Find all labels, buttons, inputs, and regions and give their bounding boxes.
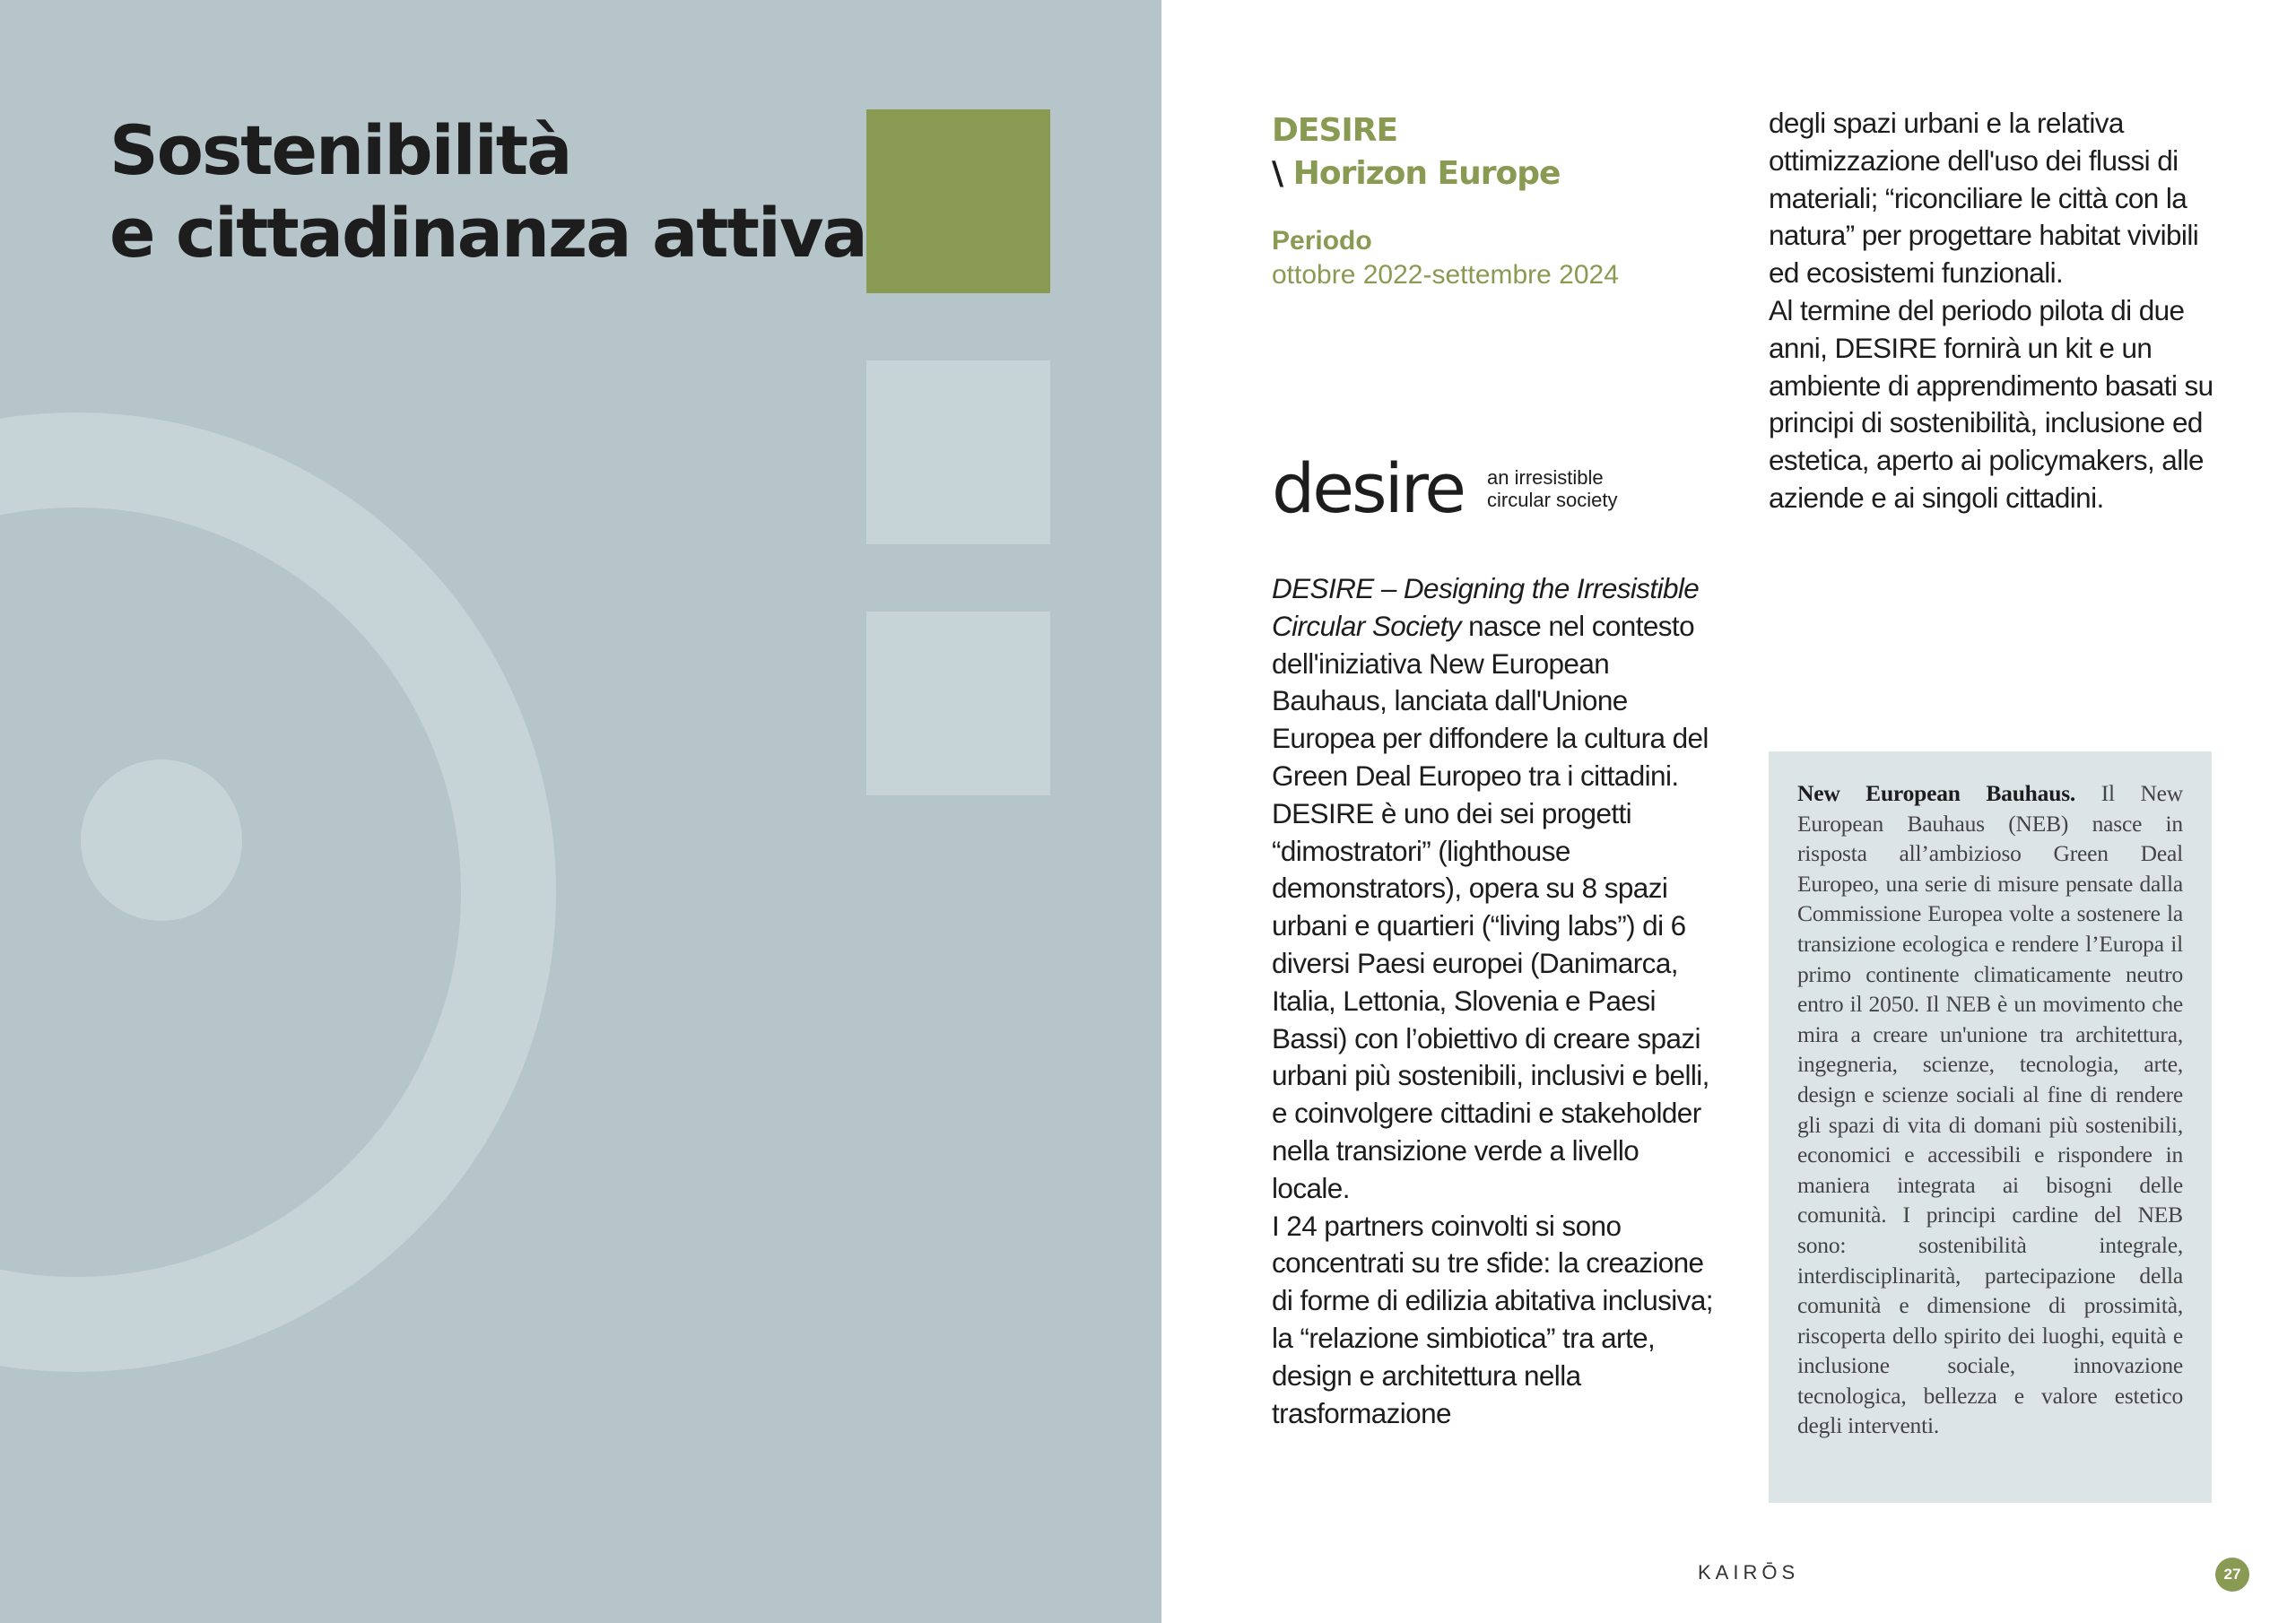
col2-paragraph-2: Al termine del periodo pilota di due anni, DESIRE fornirà un kit e un ambiente di apprendimento basati su principi di sostenibilità, inclusione ed estetica, aperto ai policymakers, alle aziende e ai singoli cittadini. <box>1769 293 2213 514</box>
project-name: DESIRE <box>1272 112 1398 149</box>
intro-italic: DESIRE – Designing the Irresistible Circular Society <box>1272 572 1700 642</box>
period-label: Periodo <box>1272 226 1372 256</box>
note-text <box>1797 778 2183 1441</box>
col2-paragraph-1: degli spazi urbani e la relativa ottimizzazione dell'uso dei flussi di materiali; “riconciliare le città con la natura” per progettare habitat vivibili ed ecosistemi funzionali. <box>1769 107 2199 290</box>
intro-rest: nasce nel contesto dell'iniziativa New European Bauhaus, lanciata dall'Unione Europea per diffondere la cultura del Green Deal Europeo tra i cittadini. <box>1272 609 1709 792</box>
title-line-1: Sostenibilità <box>109 110 571 190</box>
light-square-2 <box>866 612 1050 795</box>
green-square <box>866 109 1050 293</box>
period-value: ottobre 2022-settembre 2024 <box>1272 260 1619 290</box>
intro-paragraph <box>1272 570 1720 795</box>
logo-tagline <box>1487 466 1666 511</box>
project-header <box>1272 109 1720 292</box>
title-line-2: e cittadinanza attiva <box>109 193 866 273</box>
body-column-2 <box>1769 105 2217 517</box>
footer-brand: KAIRŌS <box>1698 1561 1800 1584</box>
neb-note-box <box>1769 751 2212 1503</box>
note-body: Il New European Bauhaus (NEB) nasce in risposta all’ambizioso Green Deal Europeo, una serie di misure pensate dalla Commissione Europea volte a sostenere la transizione ecologica e rendere l’Europa il primo continente climaticamente neutro entro il 2050. Il NEB è un movimento che mira a creare un'unione tra architettura, ingegneria, scienze, tecnologia, arte, design e scienze sociali al fine di rendere gli spazi di vita di domani più sostenibili, economici e accessibili e rispondere in maniera integrata ai bisogni delle comunità. I principi cardine del NEB sono: sostenibilità integrale, interdisciplinarità, partecipazione della comunità e dimensione di prossimità, riscoperta dello spirito dei luoghi, equità e inclusione sociale, innovazione tecnologica, bellezza e valore estetico degli interventi. <box>1797 780 2183 1439</box>
program-slash: \ <box>1272 155 1283 192</box>
program-name: Horizon Europe <box>1292 155 1561 192</box>
paragraph-3: I 24 partners coinvolti si sono concentrati su tre sfide: la creazione di forme di edilizia abitativa inclusiva; la “relazione simbiotica” tra arte, design e architettura nella trasformazione <box>1272 1209 1713 1429</box>
page-number: 27 <box>2215 1558 2249 1592</box>
page-title <box>109 109 866 274</box>
desire-logo <box>1272 448 1666 528</box>
logo-tagline-line-1: an irresistible <box>1487 466 1604 489</box>
note-title: New European Bauhaus. <box>1797 780 2076 806</box>
project-program <box>1272 152 1720 195</box>
decorative-ring <box>0 412 556 1372</box>
paragraph-2: DESIRE è uno dei sei progetti “dimostratori” (lighthouse demonstrators), opera su 8 spazi urbani e quartieri (“living labs”) di 6 diversi Paesi europei (Danimarca, Italia, Lettonia, Slovenia e Paesi Bassi) con l’obiettivo di creare spazi urbani più sostenibili, inclusivi e belli, e coinvolgere cittadini e stakeholder nella transizione verde a livello locale. <box>1272 796 1709 1204</box>
light-square-1 <box>866 360 1050 544</box>
logo-word: desire <box>1272 448 1465 528</box>
decorative-dot <box>81 759 242 921</box>
logo-tagline-line-2: circular society <box>1487 489 1618 511</box>
body-column-1 <box>1272 570 1720 1432</box>
